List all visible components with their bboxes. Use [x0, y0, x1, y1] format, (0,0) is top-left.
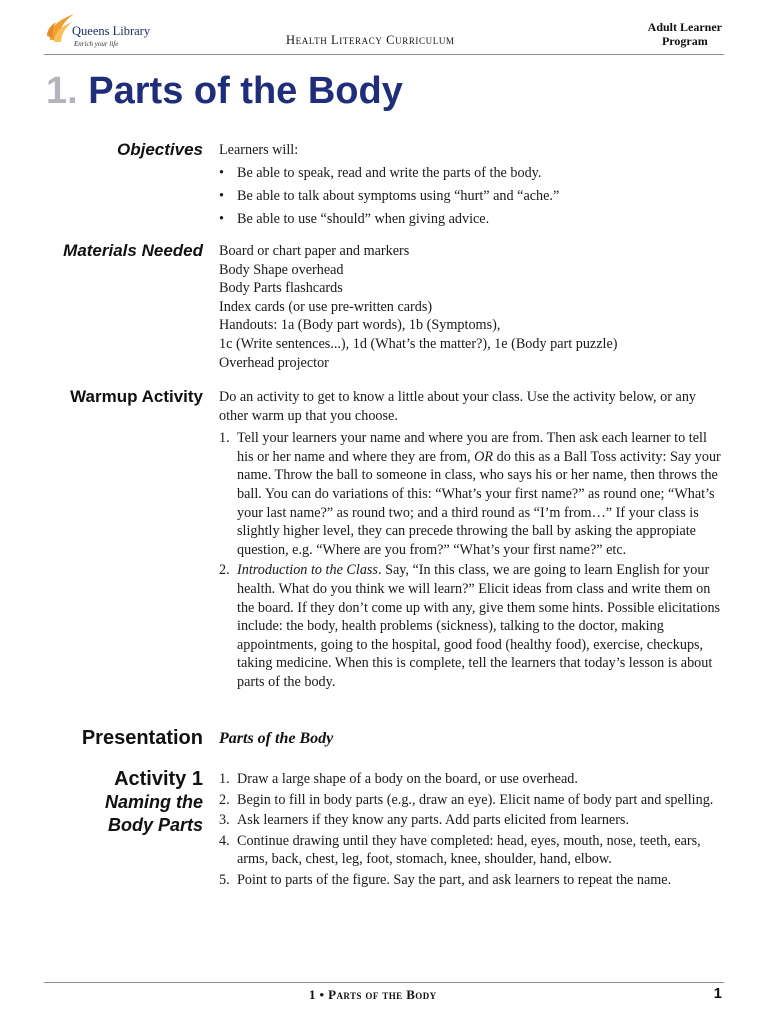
step-number: 1.	[219, 771, 230, 787]
page-title	[46, 70, 403, 113]
activity-steps	[219, 770, 724, 890]
objective-item	[219, 164, 724, 183]
materials-line: 1c (Write sentences...), 1d (What’s the matter?), 1e (Body part puzzle)	[219, 335, 618, 352]
objectives-list	[219, 164, 724, 229]
footer-chapter-title: 1 • Parts of the Body	[309, 987, 437, 1002]
objectives-label: Objectives	[117, 140, 203, 159]
materials-line: Board or chart paper and markers	[219, 243, 410, 259]
materials-line: Index cards (or use pre-written cards)	[219, 298, 433, 315]
activity-step	[219, 811, 724, 830]
curriculum-title: Health Literacy Curriculum	[286, 33, 455, 47]
page-number: 1	[713, 985, 722, 1002]
warmup-item	[219, 429, 724, 559]
item-number: 1.	[219, 430, 230, 447]
logo-tagline: Enrich your life	[74, 40, 119, 48]
bullet-icon: •	[219, 187, 224, 204]
materials-line: Handouts: 1a (Body part words), 1b (Symptoms),	[219, 317, 501, 334]
header-rule	[44, 54, 724, 55]
materials-section	[219, 242, 724, 372]
activity-step	[219, 871, 724, 890]
objective-item	[219, 210, 724, 229]
program-line-2: Program	[661, 34, 708, 48]
step-number: 4.	[219, 832, 230, 849]
bullet-icon: •	[219, 210, 224, 227]
warmup-section	[219, 388, 724, 694]
objectives-intro: Learners will:	[219, 142, 299, 158]
logo-name: Queens Library	[72, 24, 151, 38]
item-number: 2.	[219, 562, 230, 579]
presentation-label: Presentation	[81, 727, 203, 749]
warmup-item-1-text: Tell your learners your name and where you are from. Then ask each learner to tell his or her name and where they are from, OR do this as a Ball Toss activity: Say your name. Throw the ball to someone in class, who says his or her name, then throws the ball. You can do variations of this: “What’s your first name?” as round one; “What’s your last name?” as round two; and a third round as “I’m from…” If your class is slightly higher level, they can precede throwing the ball by asking the appropiate question, e.g. “Where are you from?” “What’s your first name?” etc.	[237, 430, 721, 558]
bullet-icon: •	[219, 164, 224, 181]
emphasis-or: OR	[474, 448, 494, 465]
queens-library-logo	[44, 10, 164, 50]
objective-text: Be able to use “should” when giving advice.	[237, 210, 490, 227]
materials-line: Overhead projector	[219, 354, 329, 371]
objective-text: Be able to talk about symptoms using “hurt” and “ache.”	[237, 187, 560, 204]
activity-step	[219, 832, 724, 869]
page-header	[0, 0, 768, 56]
warmup-item	[219, 561, 724, 691]
program-line-1: Adult Learner	[647, 20, 722, 34]
step-text: Draw a large shape of a body on the board, or use overhead.	[237, 771, 578, 787]
activity-step	[219, 791, 724, 810]
program-label	[648, 20, 722, 48]
materials-label: Materials Needed	[63, 241, 203, 260]
step-text: Ask learners if they know any parts. Add parts elicited from learners.	[237, 812, 630, 829]
warmup-label: Warmup Activity	[70, 387, 203, 406]
activity-name-line-2: Body Parts	[107, 815, 203, 835]
objectives-section	[219, 141, 724, 233]
warmup-intro: Do an activity to get to know a little about your class. Use the activity below, or any other warm up that you choose.	[219, 389, 697, 424]
step-number: 3.	[219, 812, 230, 829]
footer-rule	[44, 982, 724, 983]
materials-line: Body Shape overhead	[219, 261, 344, 278]
step-number: 5.	[219, 871, 230, 888]
emphasis-intro: Introduction to the Class	[237, 562, 378, 579]
materials-line: Body Parts flashcards	[219, 280, 343, 297]
step-text: Begin to fill in body parts (e.g., draw an eye). Elicit name of body part and spelling.	[237, 791, 714, 808]
objective-item	[219, 187, 724, 206]
step-text: Point to parts of the figure. Say the part, and ask learners to repeat the name.	[237, 871, 672, 888]
step-number: 2.	[219, 791, 230, 808]
objective-text: Be able to speak, read and write the parts of the body.	[237, 164, 542, 181]
activity-step	[219, 770, 724, 789]
activity-number: Activity 1	[114, 768, 203, 790]
step-text: Continue drawing until they have completed: head, eyes, mouth, nose, teeth, ears, arms, back, chest, leg, foot, stomach, knee, shoulder, hand, elbow.	[237, 832, 701, 868]
activity-1-label	[105, 767, 203, 837]
presentation-subtitle: Parts of the Body	[219, 730, 334, 747]
chapter-number: 1.	[46, 70, 78, 112]
chapter-title: Parts of the Body	[88, 70, 403, 112]
activity-name-line-1: Naming the	[104, 792, 203, 812]
warmup-list	[219, 429, 724, 691]
activity-1-section	[219, 766, 724, 892]
warmup-item-2-text: Introduction to the Class. Say, “In this class, we are going to learn English for your health. What do you think we will learn?” Elicit ideas from class and write them on the board. If they don’t come up with any, give them some hints. Possible elicitations include: the body, health problems (sickness), talking to the doctor, making appointments, going to the hospital, good food (healthy food), exercise, checkups, taking medicine. When this is complete, tell the learners that today’s lesson is about parts of the body.	[237, 562, 721, 690]
